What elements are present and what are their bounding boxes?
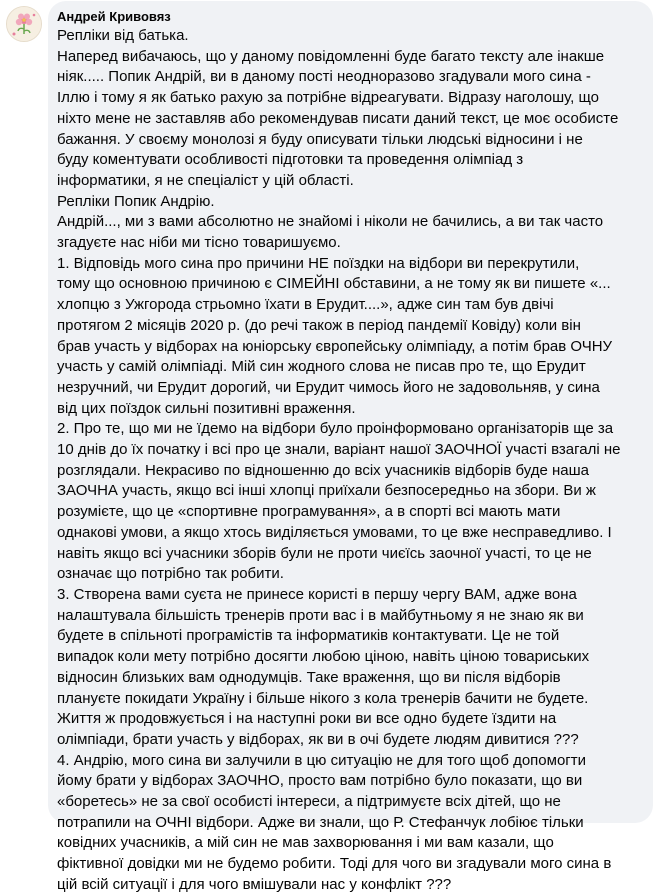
comment-text-line: 4. Андрію, мого сина ви залучили в цю ситуацію не для того щоб допомогти (57, 751, 587, 769)
comment-text-line: плануєте покидати Україну і більше нікого з кола тренерів бачити не будете. (57, 689, 589, 707)
comment-text-line: навіть якщо всі учасники зборів були не проти чиєїсь заочної участі, то це не (57, 544, 592, 562)
comment-text-line: брав участь у відборах на юніорську європейську олімпіаду, а потім брав ОЧНУ (57, 337, 613, 355)
comment-text-line: 1. Відповідь мого сина про причини НЕ поїздки на відбори ви перекрутили, (57, 254, 580, 272)
comment-text-line: Наперед вибачаюсь, що у даному повідомленні буде багато тексту але інакше (57, 47, 605, 65)
comment-text-line: від цих поїздок сильні позитивні враження. (57, 399, 356, 417)
comment-text-line: 2. Про те, що ми не їдемо на відбори було проінформовано організаторів ще за (57, 420, 614, 438)
comment-text-line: 3. Створена вами суєта не принесе користі в першу чергу ВАМ, адже вона (57, 585, 577, 603)
comment-text-line: налаштувала більшість тренерів проти вас і в майбутньому я не знаю як ви (57, 606, 584, 624)
comment-text-line: бажання. У своєму монолозі я буду описувати тільки людські відносини і не (57, 130, 583, 148)
comment-text-line: будете в спільноті програмістів та інформатиків контактувати. Це не той (57, 627, 560, 645)
comment-text-line: 10 днів до їх початку і всі про це знали, варіант нашої ЗАОЧНОЇ участі взагалі не (57, 441, 621, 459)
comment-text-line: Репліки Попик Андрію. (57, 192, 215, 210)
comment-text-line: фіктивної довідки ми не будемо робити. Тоді для чого ви згадували мого сина в (57, 855, 612, 873)
comment-text-line: хлопцю з Ужгорода стрьомно їхати в Ерудит....», адже син там був двічі (57, 296, 554, 314)
comment-body (57, 26, 643, 896)
avatar[interactable] (6, 6, 42, 42)
comment-text-line: ніяк..... Попик Андрій, ви в даному пості неодноразово згадували мого сина - (57, 68, 591, 86)
comment-text-line: Андрій..., ми з вами абсолютно не знайомі і ніколи не бачились, а ви так часто (57, 213, 604, 231)
comment-text-line: випадок коли мету потрібно досягти любою ціною, навіть ціною товариських (57, 648, 590, 666)
comment-text-line: цій всій ситуації і для чого вмішували нас у конфлікт ??? (57, 875, 452, 893)
comment-text-line: розумієте, що це «спортивне програмування», а в спорті всі мають мати (57, 503, 561, 521)
comment-text-line: Іллю і тому я як батько рахую за потрібне відреагувати. Відразу наголошу, що (57, 89, 600, 107)
comment-text-line: потрапили на ОЧНІ відбори. Адже ви знали, що Р. Стефанчук лобіює тільки (57, 813, 584, 831)
comment-text-line: протягом 2 місяців 2020 р. (до речі також в період пандемії Ковіду) коли він (57, 316, 581, 334)
avatar-flower-icon (7, 7, 41, 41)
comment-text-line: означає що потрібно так робити. (57, 565, 284, 583)
comment-text-line: однакові умови, а якщо хтось виділяється умовами, то це вже несправедливо. І (57, 523, 612, 541)
comment-text-line: Репліки від батька. (57, 27, 189, 44)
comment-text-line: згадуєте нас ніби ми тісно товаришуємо. (57, 234, 341, 252)
comment-text-line: інформатики, я не спеціаліст у цій області. (57, 171, 354, 189)
comment-text-line: буду коментувати особливості підготовки та проведення олімпіад з (57, 151, 524, 169)
comment-text-line: тому що основною причиною є СІМЕЙНІ обставини, а не тому як ви пишете «... (57, 275, 611, 293)
comment-text-line: Життя ж продовжується і на наступні роки ви все одно будете їздити на (57, 710, 557, 728)
comment-text-line: «боретесь» не за свої особисті інтереси, а підтримуєте всіх дітей, що не (57, 793, 561, 811)
comment-text-line: відносин близьких вам однодумців. Таке враження, що ви після відборів (57, 668, 561, 686)
comment-text-line: участь у самій олімпіаді. Мій син жодного слова не писав про те, що Ерудит (57, 358, 586, 376)
comment-text-line: йому брати у відборах ЗАОЧНО, просто вам потрібно було показати, що ви (57, 772, 583, 790)
comment-text-line: олімпіади, брати участь у відборах, як ви в очі будете людям дивитися ??? (57, 730, 579, 748)
comment-bubble (48, 1, 653, 893)
comment-text-line: ніхто мене не заставляв або рекомендував писати даний текст, це моє особисте (57, 109, 619, 127)
comment-text-line: незручний, чи Ерудит дорогий, чи Ерудит чимось його не задовольняв, у сина (57, 378, 600, 396)
comment-text-line: ковідних учасників, а мій син не мав захворювання і ми вам казали, що (57, 834, 554, 852)
comment-text-line: ЗАОЧНА участь, якщо всі інші хлопці приїхали безпосередньо на збори. Ви ж (57, 482, 596, 500)
comment-author[interactable]: Андрей Кривовяз (57, 9, 171, 24)
comment-text-line: розглядали. Некрасиво по відношенню до всіх учасників відборів буде наша (57, 461, 589, 479)
